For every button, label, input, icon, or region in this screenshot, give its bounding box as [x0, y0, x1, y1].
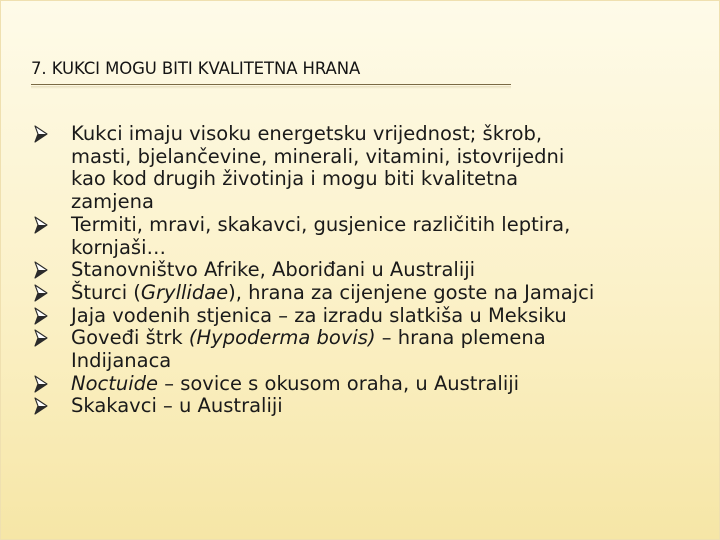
bullet-text: [71, 214, 691, 259]
text-segment: Šturci (: [71, 280, 141, 304]
text-segment: Termiti, mravi, skakavci, gusjenice različitih leptira,: [71, 212, 571, 236]
text-segment: ), hrana za cijenjene goste na Jamajci: [228, 280, 595, 304]
text-segment: kao kod drugih životinja i mogu biti kvalitetna: [71, 167, 519, 191]
text-segment: – sovice s okusom oraha, u Australiji: [158, 371, 520, 395]
text-segment: Stanovništvo Afrike, Aboriđani u Australiji: [71, 258, 476, 282]
bullet-text: [71, 123, 691, 214]
text-segment: Indijanaca: [71, 349, 172, 373]
text-segment: kornjaši…: [71, 235, 167, 259]
text-segment: Kukci imaju visoku energetsku vrijednost; škrob,: [71, 122, 543, 145]
arrowhead-bullet-icon: [34, 284, 48, 302]
bullet-item: [31, 123, 691, 214]
bullet-text: [71, 327, 691, 372]
bullet-text: [71, 305, 691, 328]
arrowhead-bullet-icon: [34, 307, 48, 325]
italic-term: Noctuide: [71, 371, 159, 395]
bullet-line: [71, 237, 691, 260]
bullet-item: [31, 259, 691, 282]
arrowhead-bullet-icon: [34, 216, 48, 234]
bullet-line: [71, 146, 691, 169]
bullet-text: [71, 395, 691, 418]
bullet-line: [71, 123, 691, 146]
arrowhead-bullet-icon: [34, 375, 48, 393]
text-segment: Jaja vodenih stjenica – za izradu slatkiša u Meksiku: [71, 303, 567, 327]
bullet-line: [71, 168, 691, 191]
text-segment: zamjena: [71, 190, 154, 214]
bullet-item: [31, 395, 691, 418]
bullet-text: [71, 373, 691, 396]
bullet-item: [31, 327, 691, 372]
title-rule-shadow: [31, 86, 511, 89]
text-segment: – hrana plemena: [375, 326, 546, 350]
bullet-item: [31, 373, 691, 396]
bullet-line: [71, 305, 691, 328]
bullet-line: [71, 327, 691, 350]
bullet-text: [71, 259, 691, 282]
bullet-line: [71, 214, 691, 237]
bullet-item: [31, 305, 691, 328]
arrowhead-bullet-icon: [34, 125, 48, 143]
text-segment: masti, bjelančevine, minerali, vitamini, istovrijedni: [71, 144, 565, 168]
bullet-line: [71, 350, 691, 373]
bullet-text: [71, 282, 691, 305]
italic-term: (Hypoderma bovis): [188, 326, 376, 350]
bullet-item: [31, 282, 691, 305]
bullet-list: [31, 123, 691, 418]
text-segment: Skakavci – u Australiji: [71, 394, 283, 418]
text-segment: Goveđi štrk: [71, 326, 189, 350]
bullet-line: [71, 191, 691, 214]
bullet-line: [71, 395, 691, 418]
bullet-item: [31, 214, 691, 259]
bullet-line: [71, 373, 691, 396]
arrowhead-bullet-icon: [34, 261, 48, 279]
bullet-line: [71, 259, 691, 282]
arrowhead-bullet-icon: [34, 329, 48, 347]
italic-term: Gryllidae: [140, 280, 229, 304]
slide-title: 7. KUKCI MOGU BITI KVALITETNA HRANA: [31, 59, 361, 78]
title-container: [31, 58, 511, 85]
arrowhead-bullet-icon: [34, 397, 48, 415]
bullet-line: [71, 282, 691, 305]
